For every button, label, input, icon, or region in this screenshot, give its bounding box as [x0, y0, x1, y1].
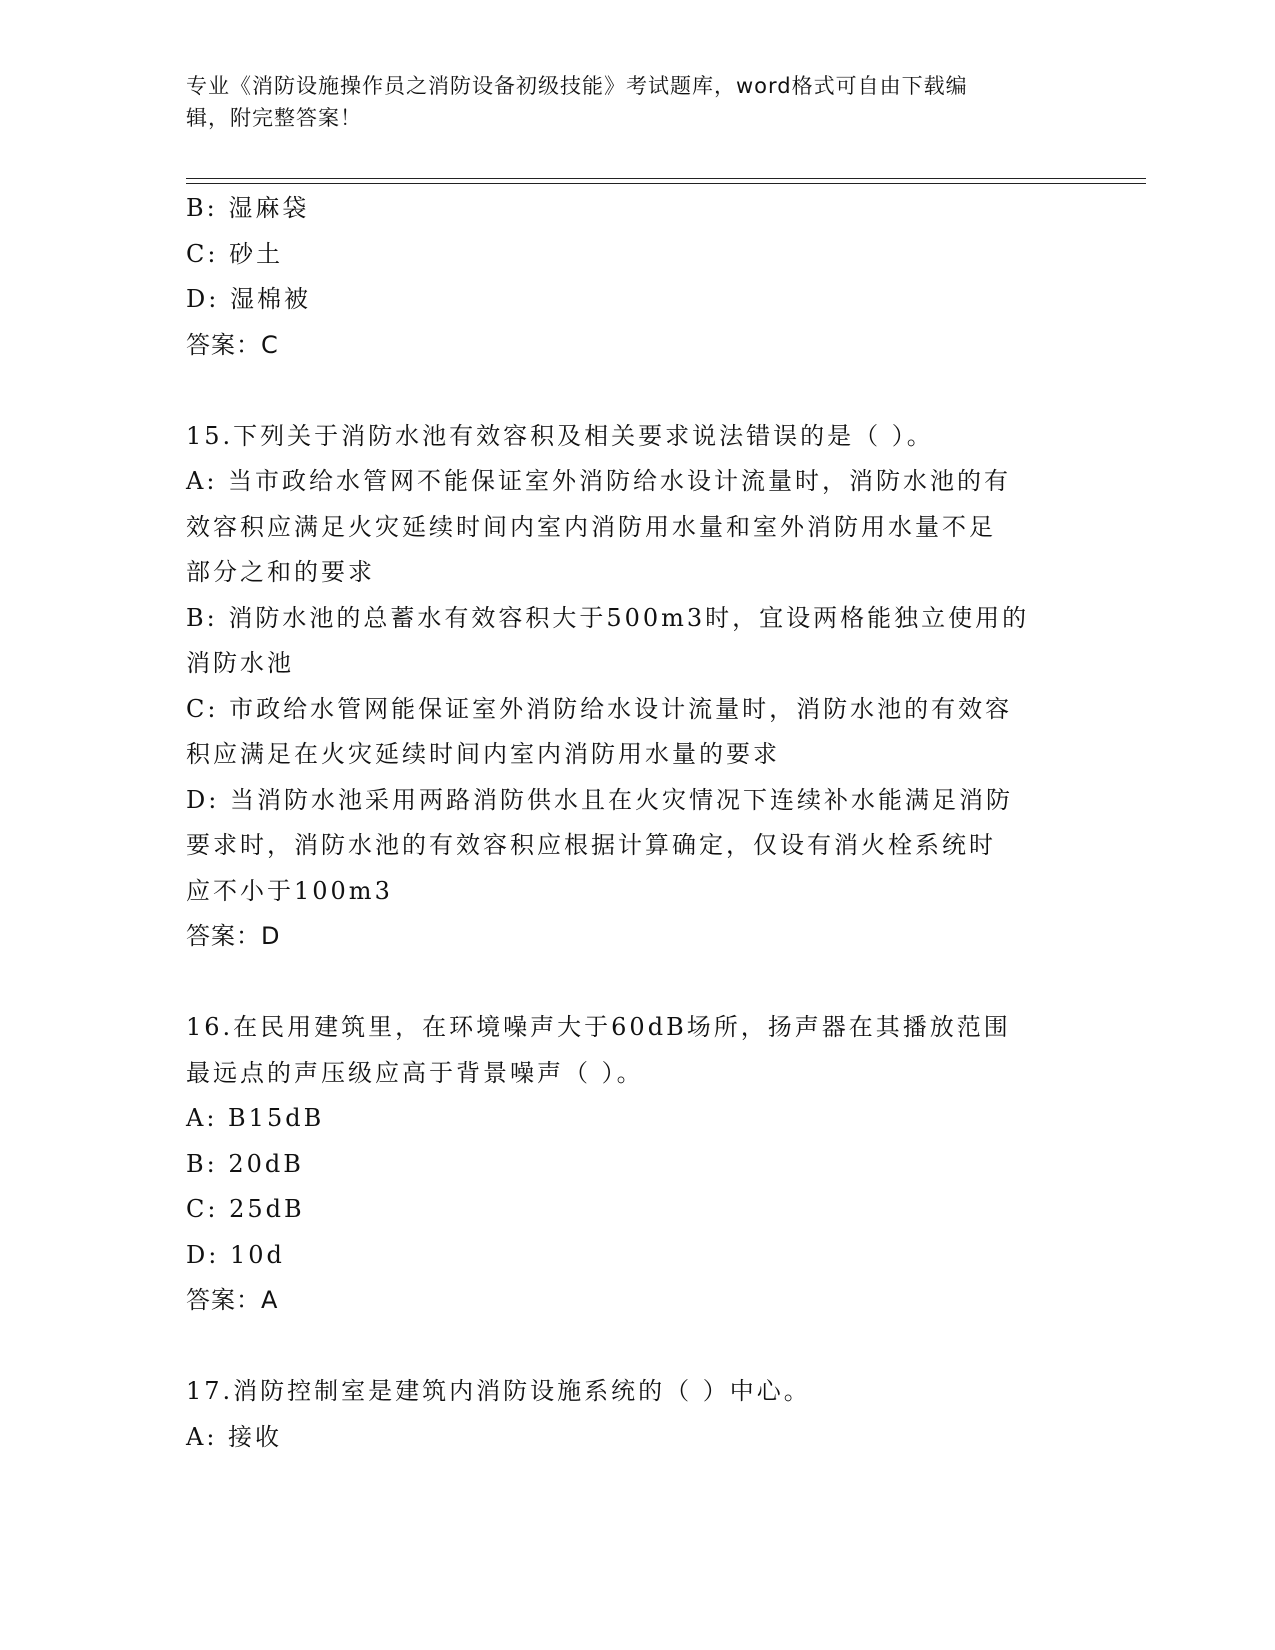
question-14-tail	[186, 186, 1066, 368]
q15-option-a-line-3: 部分之和的要求	[186, 558, 375, 586]
question-16	[186, 1005, 1066, 1324]
q15-option-a-line-1: A: 当市政给水管网不能保证室外消防给水设计流量时，消防水池的有	[186, 467, 1012, 495]
q16-question-line-2: 最远点的声压级应高于背景噪声（ ）。	[186, 1058, 644, 1087]
q15-option-c-line-1: C: 市政给水管网能保证室外消防给水设计流量时，消防水池的有效容	[186, 694, 1013, 723]
spacer	[186, 1324, 1066, 1370]
q15-option-b-line-1: B: 消防水池的总蓄水有效容积大于500m3时，宜设两格能独立使用的	[186, 603, 1030, 632]
q16-option-c: C: 25dB	[186, 1195, 305, 1223]
document-header	[186, 70, 1086, 134]
q15-option-c-line-2: 积应满足在火灾延续时间内室内消防用水量的要求	[186, 740, 780, 768]
q17-question: 17.消防控制室是建筑内消防设施系统的（ ）中心。	[186, 1377, 811, 1405]
q16-option-a: A: B15dB	[186, 1104, 325, 1132]
q16-option-b: B: 20dB	[186, 1149, 304, 1178]
question-15	[186, 414, 1066, 960]
q14-option-c: C: 砂土	[186, 239, 284, 268]
question-17	[186, 1369, 1066, 1460]
header-line-2: 辑，附完整答案！	[186, 106, 362, 130]
header-rule-bottom	[186, 183, 1146, 184]
q15-option-d-line-1: D: 当消防水池采用两路消防供水且在火灾情况下连续补水能满足消防	[186, 785, 1013, 814]
q15-question: 15.下列关于消防水池有效容积及相关要求说法错误的是（ ）。	[186, 421, 934, 450]
q14-option-d: D: 湿棉被	[186, 285, 311, 313]
q15-option-d-line-2: 要求时，消防水池的有效容积应根据计算确定，仅设有消火栓系统时	[186, 831, 996, 859]
q15-option-b-line-2: 消防水池	[186, 649, 294, 677]
q16-option-d: D: 10d	[186, 1240, 285, 1269]
spacer	[186, 960, 1066, 1006]
q16-answer: 答案：A	[186, 1286, 279, 1314]
header-rule-top	[186, 178, 1146, 179]
spacer	[186, 368, 1066, 414]
q15-option-d-line-3: 应不小于100m3	[186, 876, 393, 905]
q15-answer: 答案：D	[186, 922, 281, 950]
q14-answer: 答案：C	[186, 330, 279, 359]
q16-question-line-1: 16.在民用建筑里，在环境噪声大于60dB场所，扬声器在其播放范围	[186, 1013, 1011, 1041]
document-body	[186, 186, 1066, 1460]
q14-option-b: B: 湿麻袋	[186, 194, 310, 222]
q15-option-a-line-2: 效容积应满足火灾延续时间内室内消防用水量和室外消防用水量不足	[186, 512, 996, 541]
q17-option-a: A: 接收	[186, 1422, 283, 1451]
header-line-1: 专业《消防设施操作员之消防设备初级技能》考试题库，word格式可自由下载编	[186, 74, 968, 98]
